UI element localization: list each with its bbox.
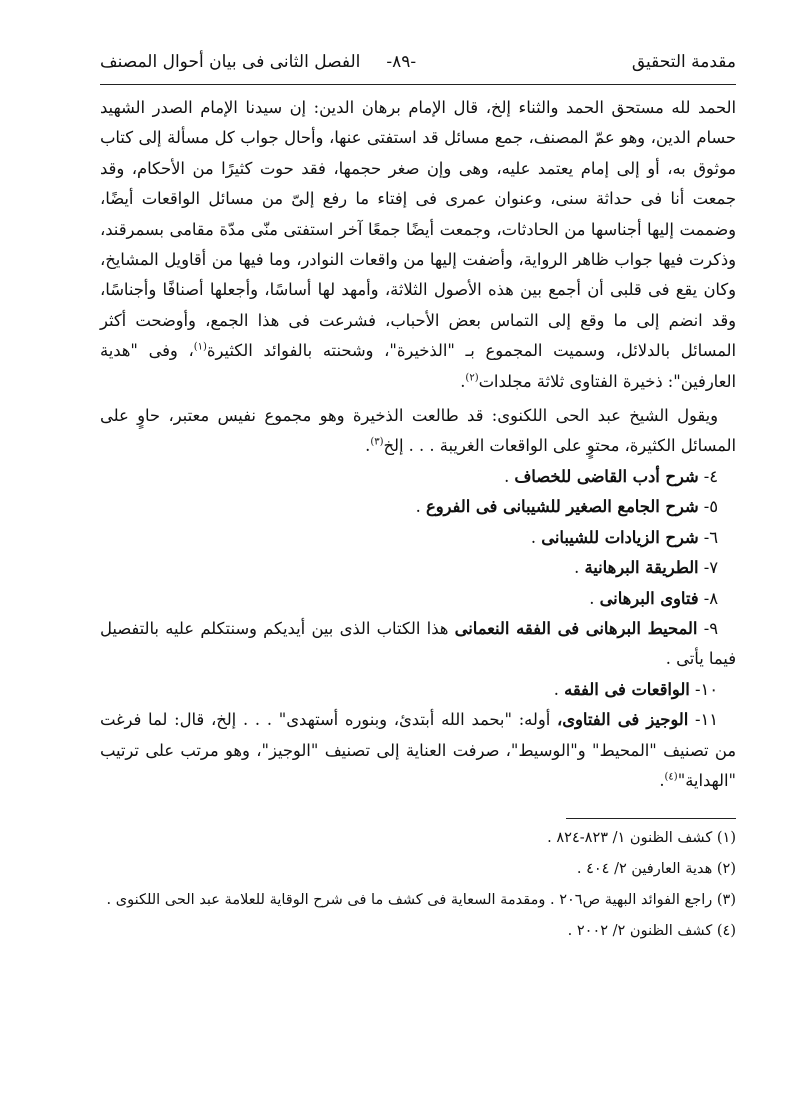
- item-number: ٤-: [698, 466, 718, 486]
- item-number: ٨-: [698, 588, 718, 608]
- item-title: شرح أدب القاضى للخصاف: [514, 466, 699, 486]
- item-title: المحيط البرهانى فى الفقه النعمانى: [454, 618, 698, 638]
- laknawi-paragraph: [100, 401, 736, 462]
- footnote-2: (٢) هدية العارفين ٢/ ٤٠٤ .: [576, 861, 736, 878]
- item-rest: .: [415, 497, 426, 517]
- list-item: [100, 675, 736, 705]
- header-chapter-title: الفصل الثانى فى بيان أحوال المصنف: [100, 52, 361, 72]
- running-header: [100, 52, 736, 85]
- item-number: ٥-: [698, 497, 718, 517]
- list-item: [100, 492, 736, 522]
- footnote-ref-2: (٢): [465, 372, 479, 384]
- intro-text: الحمد لله مستحق الحمد والثناء إلخ، قال الإمام برهان الدين: إن سيدنا الإمام الصدر الشهيد حسام الدين، وهو عمّ المصنف، جمع مسائل قد استفتى عنها، وأحال جواب كل مسألة إلى كتاب موثوق به، أو إلى إمام يعتمد عليه، وهى وإن صغر حجمها، فقد حوت كثيرًا من الأحكام، وقد جمعت أنا فى حداثة سنى، وعنوان عمرى فى إفتاء ما رفع إلىّ من مسائل الواقعات أيضًا، وضممت إليها أجناسها من الحادثات، وجمعت أيضًا جمعًا آخر استفتى منّى مدّة مقامى بسمرقند، وذكرت فيها جواب ظاهر الرواية، وأضفت إليها من واقعات النوادر، وما فيها من أقاويل المشايخ، وكان يقع فى قلبى أن أجمع بين هذه الأصول الثلاثة، وأمهد لها أساسًا، وأجعلها أصنافًا وأجناسًا، وقد انضم إلى ما وقع إلى التماس بعض الأحباب، فشرعت فى هذا الجمع، وأوضحت أكثر المسائل بالدلائل، وسميت المجموع بـ "الذخيرة"، وشحنته بالفوائد الكثيرة: [100, 98, 736, 361]
- list-item: [100, 614, 736, 675]
- list-item-11: [100, 705, 736, 796]
- item-rest: .: [553, 679, 565, 699]
- list-item: [100, 523, 736, 553]
- laknawi-text: ويقول الشيخ عبد الحى اللكنوى: قد طالعت الذخيرة وهو مجموع نفيس معتبر، حاوٍ على المسائل الكثيرة، محتوٍ على الواقعات الغريبة . . . إلخ: [100, 406, 736, 456]
- item-rest: .: [530, 527, 542, 547]
- footnote-separator: [566, 818, 736, 819]
- footnote-ref-4: (٤): [664, 771, 678, 783]
- footnote-4: (٤) كشف الظنون ٢/ ٢٠٠٢ .: [567, 923, 736, 940]
- footnote-ref-3: (٣): [370, 437, 384, 449]
- intro-end: .: [460, 371, 466, 391]
- header-book-section: مقدمة التحقيق: [631, 52, 736, 72]
- list-item: [100, 462, 736, 492]
- item-number: ٧-: [698, 558, 718, 578]
- item-title: الوجيز فى الفتاوى،: [557, 710, 689, 730]
- footnote-3: (٣) راجع الفوائد البهية ص٢٠٦ . ومقدمة السعاية فى كشف ما فى شرح الوقاية للعلامة عبد الحى اللكنوى .: [106, 892, 736, 909]
- item-rest: .: [504, 466, 515, 486]
- item-title: شرح الجامع الصغير للشيبانى فى الفروع: [425, 497, 699, 517]
- item-rest: .: [574, 558, 585, 578]
- item-number: ٩-: [697, 618, 718, 638]
- item-title: الواقعات فى الفقه: [564, 679, 690, 699]
- item-title: فتاوى البرهانى: [599, 588, 699, 608]
- item-title: شرح الزيادات للشيبانى: [541, 527, 699, 547]
- laknawi-end: .: [365, 436, 371, 456]
- item-rest: .: [589, 588, 600, 608]
- page-number: -٨٩-: [386, 52, 417, 72]
- page: [100, 52, 736, 949]
- body-text: [100, 93, 736, 796]
- item-number: ١١-: [688, 710, 718, 730]
- list-item: [100, 553, 736, 583]
- intro-paragraph: [100, 93, 736, 397]
- header-left-group: [100, 52, 416, 72]
- item-number: ١٠-: [689, 679, 718, 699]
- item-rest: أوله: "بحمد الله أبتدئ، وبنوره أستهدى" . . . إلخ، قال: لما فرغت من تصنيف "المحيط" و"الوسيط"، صرفت العناية إلى تصنيف "الوجيز"، وهو مرتب على ترتيب "الهداية": [100, 710, 736, 790]
- item-end: .: [659, 770, 665, 790]
- item-number: ٦-: [698, 527, 718, 547]
- footnote-ref-1: (١): [193, 341, 207, 353]
- footnote-1: (١) كشف الظنون ١/ ٨٢٣-٨٢٤ .: [547, 830, 736, 847]
- item-title: الطريقة البرهانية: [584, 558, 699, 578]
- item-rest: هذا الكتاب الذى بين أيديكم وسنتكلم عليه بالتفصيل فيما يأتى .: [100, 618, 736, 669]
- list-item: [100, 584, 736, 614]
- footnotes: [100, 825, 736, 945]
- intro-mid-text: ، وفى "هدية العارفين": ذخيرة الفتاوى ثلاثة مجلدات: [100, 341, 736, 391]
